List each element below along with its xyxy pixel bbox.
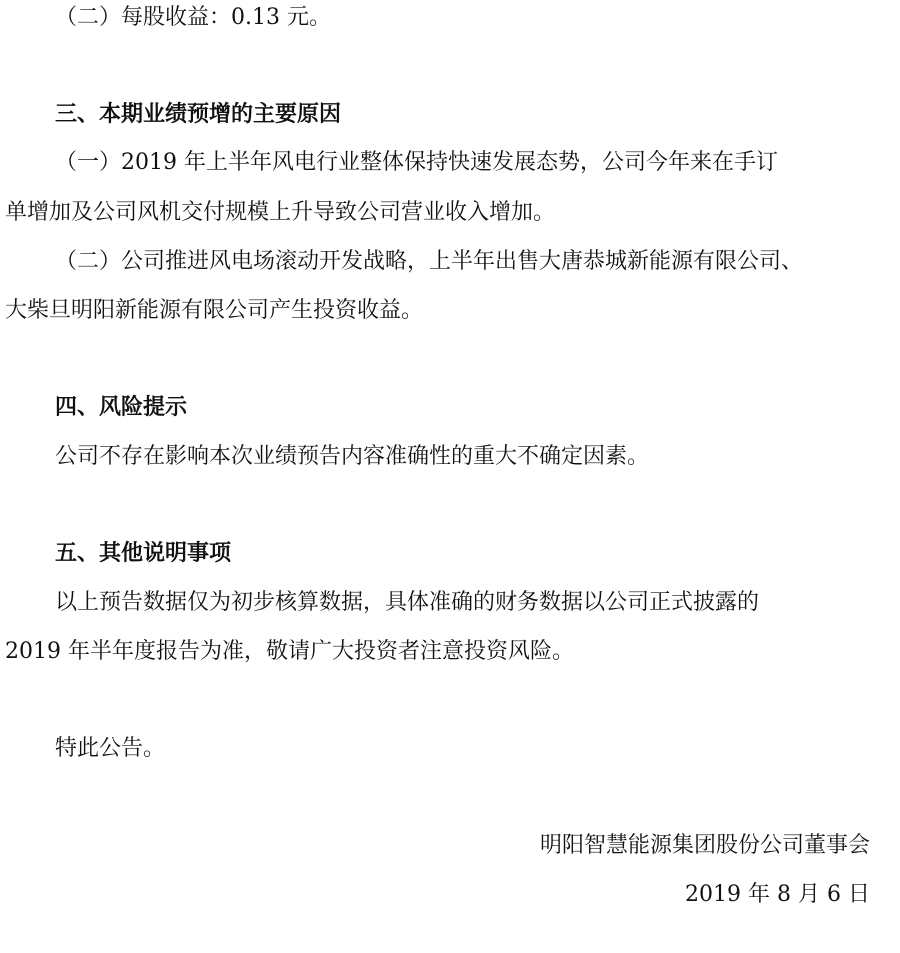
section3-para1-line1: （一）2019 年上半年风电行业整体保持快速发展态势，公司今年来在手订	[55, 150, 778, 175]
closing-line: 特此公告。	[55, 736, 166, 761]
section3-para1-line2: 单增加及公司风机交付规模上升导致公司营业收入增加。	[5, 200, 556, 225]
section3-para2-line1: （二）公司推进风电场滚动开发战略，上半年出售大唐恭城新能源有限公司、	[55, 249, 804, 274]
section4-para: 公司不存在影响本次业绩预告内容准确性的重大不确定因素。	[55, 444, 650, 469]
section5-heading: 五、其他说明事项	[55, 541, 232, 566]
signature-date: 2019 年 8 月 6 日	[685, 882, 870, 907]
eps-line: （二）每股收益：0.13 元。	[55, 5, 331, 30]
signature-company: 明阳智慧能源集团股份公司董事会	[539, 833, 870, 858]
section5-para-line2: 2019 年半年度报告为准，敬请广大投资者注意投资风险。	[5, 639, 574, 664]
section3-para2-line2: 大柴旦明阳新能源有限公司产生投资收益。	[5, 298, 424, 323]
section5-para-line1: 以上预告数据仅为初步核算数据，具体准确的财务数据以公司正式披露的	[55, 590, 760, 615]
section3-heading: 三、本期业绩预增的主要原因	[55, 102, 342, 127]
section4-heading: 四、风险提示	[55, 395, 188, 420]
